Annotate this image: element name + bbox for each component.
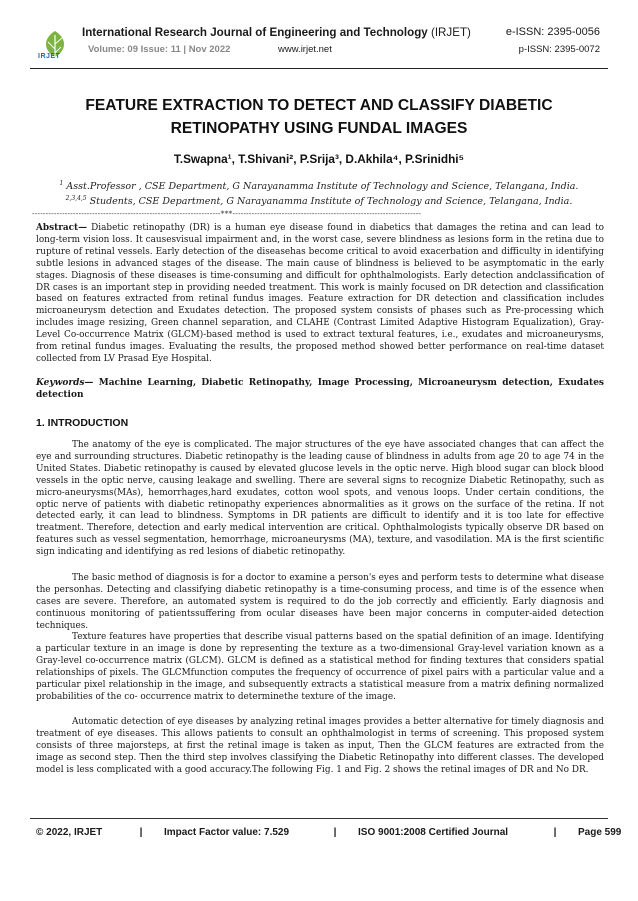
e-issn: e-ISSN: 2395-0056 [505, 26, 600, 38]
header-divider [30, 68, 608, 69]
footer-divider [30, 818, 608, 819]
keywords-label: Keywords— [36, 378, 94, 388]
footer-page-number: Page 599 [578, 827, 622, 838]
author-list: T.Swapna¹, T.Shivani², P.Srija³, D.Akhila⁴, P.Srinidhi⁵ [173, 152, 465, 166]
abstract-label: Abstract— [36, 223, 87, 233]
keywords [36, 378, 604, 402]
logo-text: IRJET [38, 53, 61, 60]
journal-header [30, 22, 610, 68]
section-heading-introduction: 1. INTRODUCTION [36, 417, 129, 429]
abstract [36, 223, 604, 366]
journal-abbreviation: (IRJET) [430, 26, 471, 39]
intro-paragraph-4: Automatic detection of eye diseases by analyzing retinal images provides a better alternative for timely diagnosis and treatment of eye diseases. This allows patients to consult an ophthalmologist in terms of screening. This proposed system consists of three majorsteps, at first the retinal image is taken as input, Then the GLCM features are extracted from the image as second step. Then the third step involves classifying the Diabetic Retinopathy into different classes. The developed model is less complicated with a good accuracy.The following Fig. 1 and Fig. 2 shows the retinal images of DR and No DR. [36, 717, 604, 775]
affiliation-1-text: Asst.Professor , CSE Department, G Narayanamma Institute of Technology and Science, Telangana, India. [66, 181, 579, 193]
affiliation-2 [30, 195, 608, 207]
journal-full-name: International Research Journal of Engineering and Technology [82, 26, 428, 39]
journal-website: www.irjet.net [278, 44, 332, 55]
footer-separator: | [333, 827, 337, 838]
intro-paragraph-3: Texture features have properties that describe visual patterns based on the spatial definition of an image. Identifying a particular texture in an image is done by representing the texture as a two-dimensional Gray-level variation known as a Gray-level co-occurrence matrix (GLCM). GLCM is defined as a statistical method for finding textures that considers spatial relationships of pixels. The GLCMfunction computes the frequency of occurrence of pixel pairs with a particular value and a particular pixel relationship in the image, and subsequently extracts a statistical measure from a matrix defining normalized probabilities of the co- occurrence matrix to determinethe texture of the image. [36, 632, 604, 702]
footer-separator: | [553, 827, 557, 838]
affiliation-2-marker: 2,3,4,5 [65, 195, 87, 202]
page-footer [36, 827, 622, 838]
footer-iso: ISO 9001:2008 Certified Journal [358, 827, 509, 838]
volume-issue: Volume: 09 Issue: 11 | Nov 2022 [88, 44, 231, 55]
p-issn: p-ISSN: 2395-0072 [518, 44, 600, 55]
footer-impact-factor: Impact Factor value: 7.529 [164, 827, 290, 838]
intro-paragraph-2: The basic method of diagnosis is for a doctor to examine a person's eyes and perform tests to determine what disease the personhas. Detecting and classifying diabetic retinopathy is a time-consuming process, and time is of the essence when cases are severe. Therefore, an automated system is required to do the job correctly and efficiently. Early diagnosis and continuous monitoring of patientssuffering from ocular diseases have been major concerns in computer-aided detection techniques. [36, 573, 604, 631]
keywords-text: Machine Learning, Diabetic Retinopathy, Image Processing, Microaneurysm detection, Exudates detection [36, 378, 604, 400]
intro-paragraph-1: The anatomy of the eye is complicated. The major structures of the eye have associated changes that can affect the eye and surrounding structures. Diabetic retinopathy is the leading cause of blindness in adults from age 20 to age 74 in the United States. Diabetic retinopathy is caused by elevated glucose levels in the optic nerve. High blood sugar can block blood vessels in the optic nerve, causing leakage and swelling. There are several signs to recognize Diabetic Retinopathy, such as micro-aneurysms(MAs), hemorrhages,hard exudates, cotton wool spots, and venous loops. Under certain conditions, the optic nerve of patients with diabetic retinopathy experiences abnormalities as it grows on the surface of the retina. If not detected early, it can lead to blindness. Symptoms in DR patients are difficult to identify and it is too late for effective treatment. Therefore, detection and early medical intervention are critical. Ophthalmologists typically observe DR based on features such as vessel segmentation, hemorrhage, microaneurysms (MA), texture, and vasodilation. MA is the first scientific sign indicating and identifying as red lesions of diabetic retinopathy. [36, 440, 604, 558]
affiliation-2-text: Students, CSE Department, G Narayanamma Institute of Technology and Science, Telangana, India. [89, 196, 573, 208]
section-separator: ---------------------------------------------------------------------***--------------------------------------------------------------------- [32, 209, 422, 218]
affiliation-1 [30, 180, 608, 192]
journal-name [82, 26, 471, 39]
abstract-text: Diabetic retinopathy (DR) is a human eye disease found in diabetics that damages the retina and can lead to long-term vision loss. It causesvisual impairment and, in the worst case, severe blindness as lesions form in the retina due to rupture of retinal vessels. Early detection of the diseasehas become critical to avoid exacerbation and difficulty in identifying subtle lesions in advanced stages of the disease. The main cause of blindness is believed to be asymptomatic in the early stages. Diagnosis of these diseases is time-consuming and difficult for ophthalmologists. Early detection andclassification of DR cases is an important step in providing needed treatment. This work is mainly focused on DR detection and classification based on features extracted from retinal fundus images. Feature extraction for DR detection and classification includes microaneurysm detection and Exudates detection. The proposed system consists of phases such as Pre-processing which includes image resizing, Green channel separation, and CLAHE (Contrast Limited Adaptive Histogram Equalization), Gray-Level Co-occurrence Matrix (GLCM)-based method is used to extract textural features, i.e., exudates and microaneurysms, from retinal fundus images. Evaluating the results, the proposed method showed better performance on real-time dataset collected from LV Prasad Eye Hospital. [36, 223, 604, 364]
affiliation-1-marker: 1 [59, 180, 64, 187]
paper-title: FEATURE EXTRACTION TO DETECT AND CLASSIFY DIABETIC RETINOPATHY USING FUNDAL IMAGES [85, 97, 553, 137]
footer-copyright: © 2022, IRJET [36, 827, 103, 838]
footer-separator: | [139, 827, 143, 838]
